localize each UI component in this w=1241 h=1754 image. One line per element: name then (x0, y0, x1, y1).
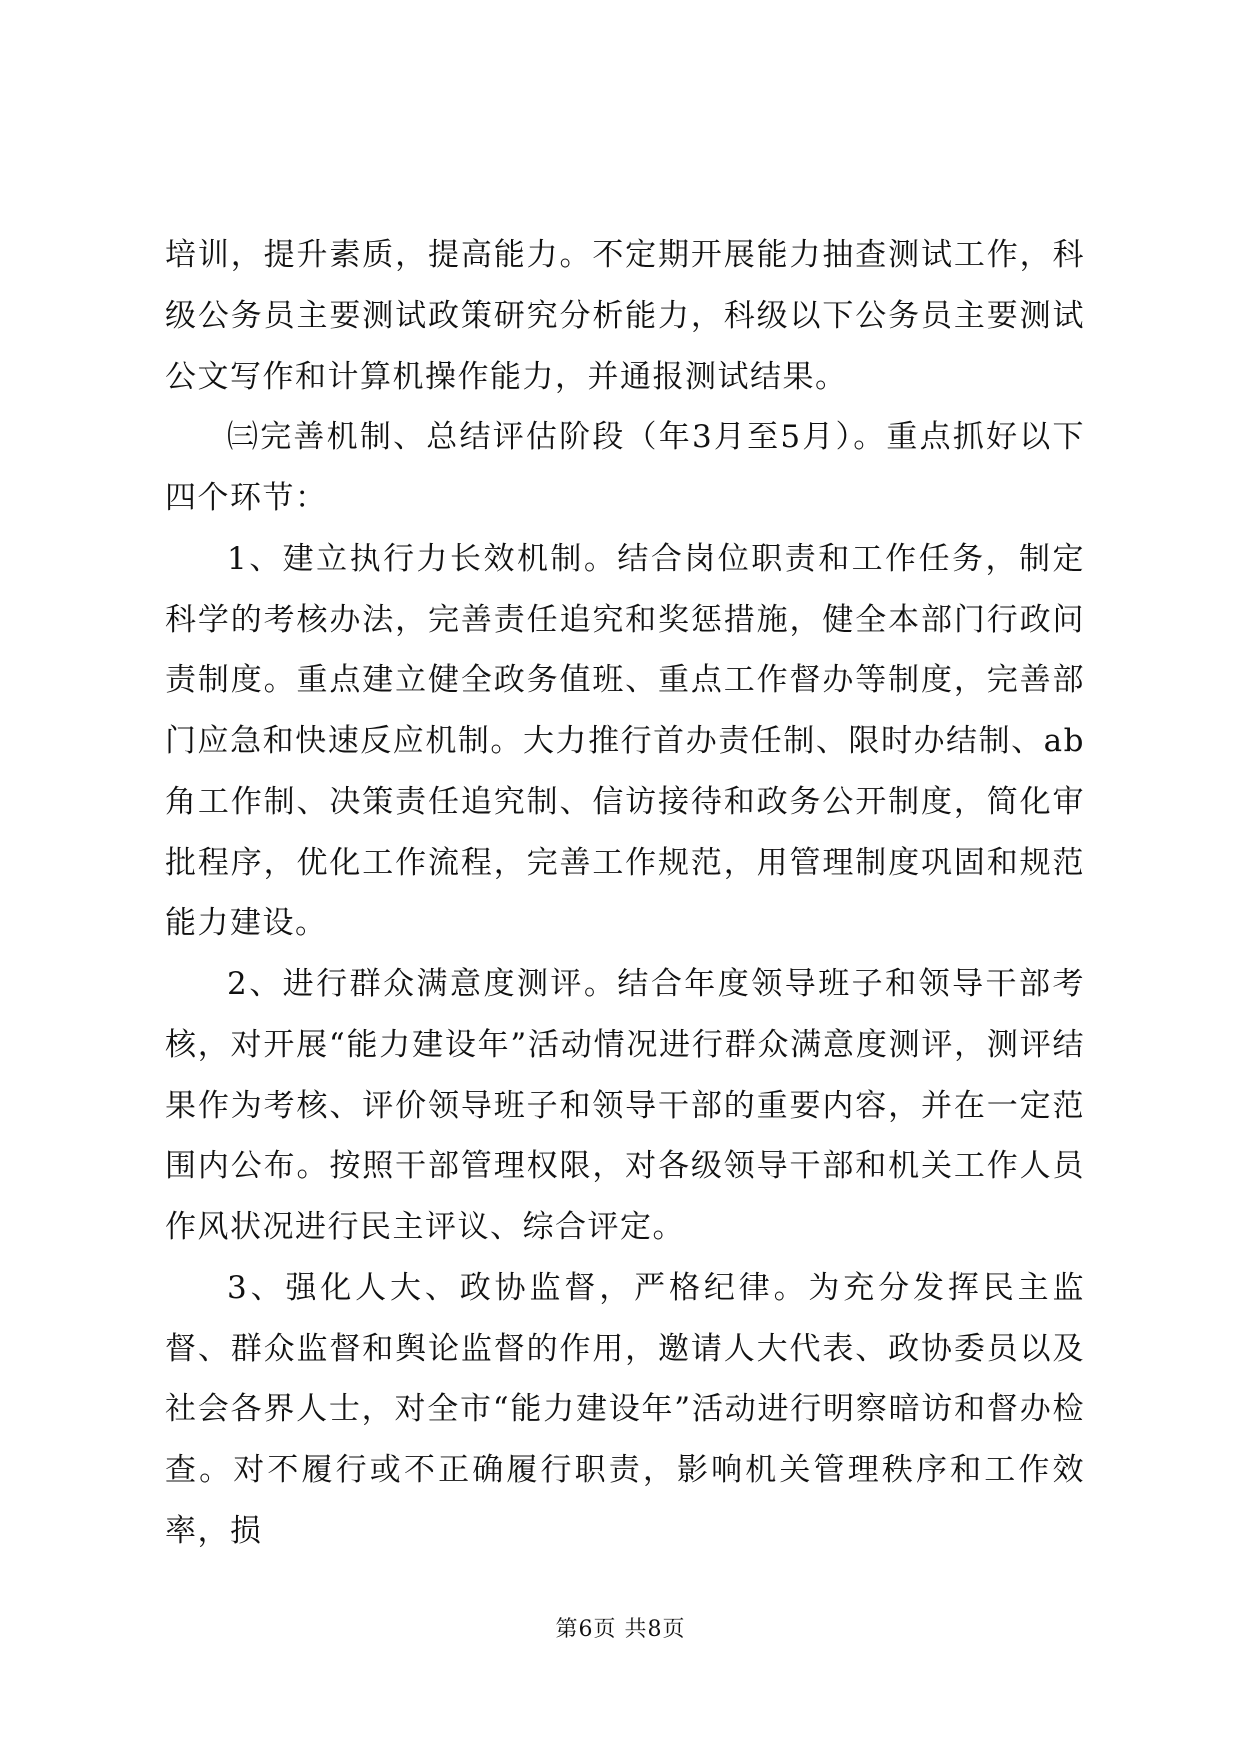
paragraph-continued: 培训，提升素质，提高能力。不定期开展能力抽查测试工作，科级公务员主要测试政策研究分析能力，科级以下公务员主要测试公文写作和计算机操作能力，并通报测试结果。 (165, 237, 1085, 395)
page-number-footer: 第6页 共8页 (555, 1617, 686, 1642)
paragraph-section-heading: ㈢完善机制、总结评估阶段（年3月至5月）。重点抓好以下四个环节： (165, 419, 1085, 516)
paragraph-item-2: 2、进行群众满意度测评。结合年度领导班子和领导干部考核，对开展“能力建设年”活动情况进行群众满意度测评，测评结果作为考核、评价领导班子和领导干部的重要内容，并在一定范围内公布。按照干部管理权限，对各级领导干部和机关工作人员作风状况进行民主评议、综合评定。 (165, 966, 1085, 1245)
paragraph-item-3: 3、强化人大、政协监督，严格纪律。为充分发挥民主监督、群众监督和舆论监督的作用，邀请人大代表、政协委员以及社会各界人士，对全市“能力建设年”活动进行明察暗访和督办检查。对不履行或不正确履行职责，影响机关管理秩序和工作效率，损 (165, 1269, 1085, 1549)
paragraph-item-1: 1、建立执行力长效机制。结合岗位职责和工作任务，制定科学的考核办法，完善责任追究和奖惩措施，健全本部门行政问责制度。重点建立健全政务值班、重点工作督办等制度，完善部门应急和快速反应机制。大力推行首办责任制、限时办结制、ab角工作制、决策责任追究制、信访接待和政务公开制度，简化审批程序，优化工作流程，完善工作规范，用管理制度巩固和规范能力建设。 (165, 540, 1085, 942)
document-body (165, 225, 1085, 1562)
